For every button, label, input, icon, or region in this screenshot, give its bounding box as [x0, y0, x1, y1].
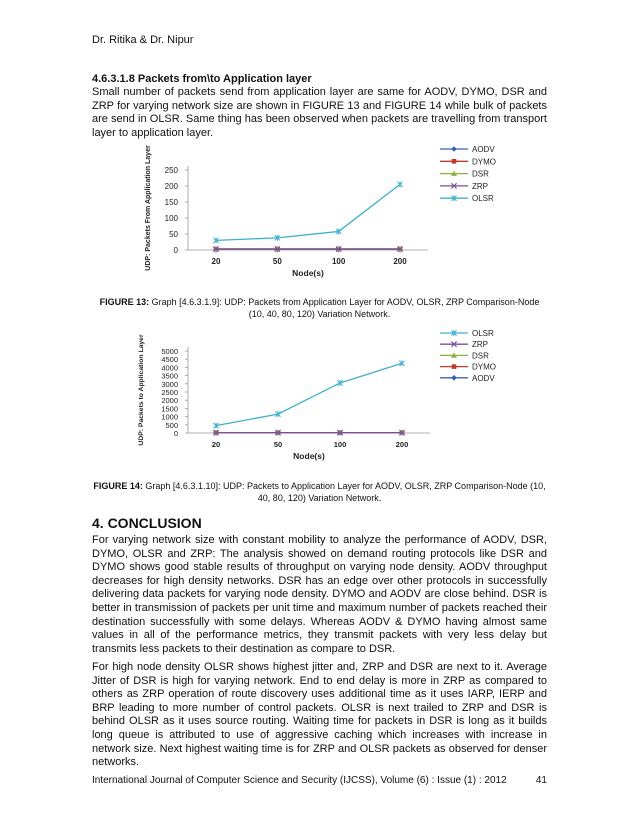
legend-label-zrp: ZRP: [472, 181, 488, 191]
y-tick-label: 0: [173, 246, 178, 255]
x-axis-label: Node(s): [292, 268, 324, 278]
legend-marker-dymo: [452, 364, 457, 369]
y-axis-label: UDP: Packets to Application Layer: [138, 334, 145, 446]
footer-journal: International Journal of Computer Science and Security (IJCSS), Volume (6) : Issue (1) : 2012: [92, 775, 507, 786]
legend-marker-aodv: [451, 146, 457, 152]
x-tick-label: 200: [393, 257, 407, 266]
y-tick-label: 100: [164, 214, 178, 223]
legend-marker-dymo: [452, 159, 457, 164]
y-tick-label: 250: [164, 166, 178, 175]
y-tick-label: 200: [164, 182, 178, 191]
legend-label-dsr: DSR: [472, 169, 489, 179]
x-tick-label: 200: [395, 440, 409, 449]
conclusion-heading: 4. CONCLUSION: [92, 515, 202, 531]
y-tick-label: 500: [165, 420, 178, 430]
y-tick-label: 0: [173, 429, 178, 438]
x-axis-label: Node(s): [293, 451, 325, 461]
x-tick-label: 20: [211, 440, 221, 449]
y-tick-label: 4000: [161, 363, 178, 373]
y-tick-label: 2000: [161, 396, 178, 406]
legend-label-zrp: ZRP: [472, 340, 488, 350]
legend-label-dymo: DYMO: [472, 157, 496, 167]
y-tick-label: 1000: [161, 412, 178, 422]
y-tick-label: 3500: [161, 371, 178, 381]
legend-marker-aodv: [451, 375, 457, 381]
page-number: 41: [535, 775, 547, 786]
page-footer: [92, 775, 547, 786]
y-tick-label: 3000: [161, 379, 178, 389]
y-tick-label: 1500: [161, 404, 178, 414]
legend-label-olsr: OLSR: [472, 194, 494, 204]
y-tick-label: 5000: [161, 347, 178, 356]
y-tick-label: 150: [164, 198, 178, 207]
x-tick-label: 20: [211, 257, 221, 266]
legend-label-aodv: AODV: [472, 373, 495, 383]
legend-label-dymo: DYMO: [472, 362, 496, 372]
x-tick-label: 50: [272, 257, 282, 266]
figure-13-caption-text: Graph [4.6.3.1.9]: UDP: Packets from Application Layer for AODV, OLSR, ZRP Comparison-Node (10, 40, 80, 120) Variation Network.: [149, 297, 540, 319]
x-tick-label: 50: [273, 440, 283, 449]
y-tick-label: 4500: [161, 355, 178, 365]
legend-label-aodv: AODV: [472, 145, 495, 154]
y-axis-label: UDP: Packets From Application Layer: [145, 145, 152, 271]
running-header: Dr. Ritika & Dr. Nipur: [92, 34, 194, 46]
section-paragraph: Small number of packets send from application layer are same for AODV, DYMO, DSR and ZRP for varying network size are shown in FIGURE 13 and FIGURE 14 while bulk of packets are send in OLSR. Same thing has been observed when packets are travelling from transport layer to application layer.: [92, 86, 547, 139]
y-tick-label: 50: [169, 230, 178, 239]
section-heading: 4.6.3.1.8 Packets from\to Application layer: [92, 73, 312, 85]
legend-label-olsr: OLSR: [472, 329, 494, 338]
figure-14-caption-text: Graph [4.6.3.1.10]: UDP: Packets to Application Layer for AODV, OLSR, ZRP Comparison-Node (10, 40, 80, 120) Variation Network.: [142, 481, 546, 503]
x-tick-label: 100: [331, 257, 346, 266]
figure-13-caption: [92, 297, 547, 320]
figure-14-caption-label: FIGURE 14:: [93, 481, 143, 491]
conclusion-paragraph-1: For varying network size with constant mobility to analyze the performance of AODV, DSR, DYMO, OLSR and ZRP: The analysis showed on demand routing protocols like DSR and DYMO shows good stable results of throughput on varying node density. AODV throughput decreases for high density networks. DSR has an edge over other protocols in successfully delivering data packets for varying node density. DYMO and AODV are close behind. DSR is better in transmission of packets per unit time and maximum number of packets reached their destination successfully with some delays. Whereas AODV & DYMO having almost same values in all of the performance metrics, they transmit packets with very less delay but transmits less packets to their destination as compare to DSR.: [92, 534, 547, 655]
figure-14-chart: [135, 325, 512, 461]
conclusion-paragraph-2: For high node density OLSR shows highest jitter and, ZRP and DSR are next to it. Average Jitter of DSR is high for varying network. End to end delay is more in ZRP as compared to others as ZRP operation of route discovery uses additional time as it uses IARP, IERP and BRP leading to more number of control packets. OLSR is next trailed to ZRP and DSR is behind OLSR as it uses source routing. Waiting time for packets in DSR is long as it builds long queue is attributed to use of aggressive caching which increases with increase in network size. Next highest waiting time is for ZRP and OLSR packets as observed for denser networks.: [92, 661, 547, 769]
figure-14-caption: [92, 481, 547, 504]
figure-13-chart: [140, 140, 512, 282]
series-line-olsr: [216, 184, 400, 240]
data-point-olsr: [397, 181, 402, 187]
y-tick-label: 2500: [161, 388, 178, 397]
legend-label-dsr: DSR: [472, 351, 489, 361]
series-line-olsr: [216, 363, 402, 425]
figure-13-caption-label: FIGURE 13:: [99, 297, 150, 307]
x-tick-label: 100: [333, 440, 347, 449]
